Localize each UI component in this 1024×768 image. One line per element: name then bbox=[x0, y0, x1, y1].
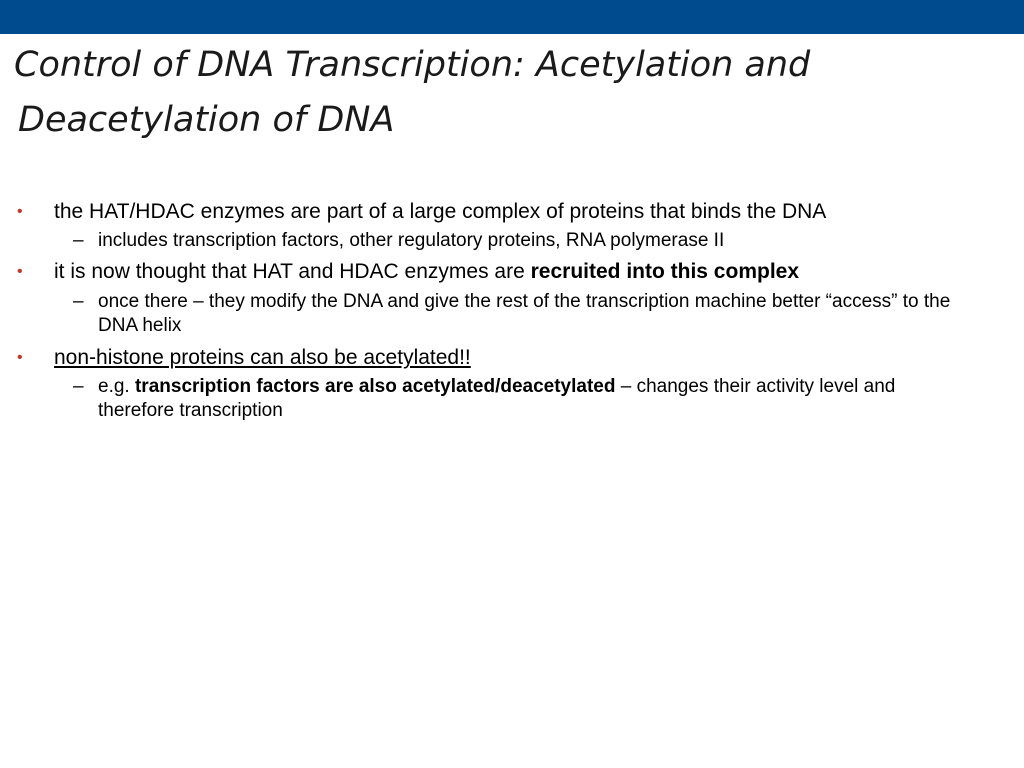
bullet-bold-text: recruited into this complex bbox=[530, 260, 800, 283]
sub-bullet-item bbox=[0, 375, 1024, 423]
bullet-item bbox=[0, 198, 1024, 225]
top-header-bar bbox=[0, 0, 1024, 34]
slide-title-line-2: Deacetylation of DNA bbox=[18, 100, 395, 140]
sub-bullet-text: e.g. bbox=[98, 376, 135, 397]
bullet-text: it is now thought that HAT and HDAC enzymes are bbox=[54, 260, 531, 283]
sub-bullet-item bbox=[0, 290, 1024, 338]
sub-bullet-marker: – bbox=[73, 376, 84, 397]
bullet-marker: • bbox=[17, 349, 23, 366]
bullet-text: the HAT/HDAC enzymes are part of a large complex of proteins that binds the DNA bbox=[54, 200, 827, 223]
bullet-marker: • bbox=[17, 263, 23, 280]
sub-bullet-marker: – bbox=[73, 291, 84, 312]
slide-title-line-1: Control of DNA Transcription: Acetylation and bbox=[14, 45, 811, 85]
sub-bullet-text-after: – changes their activity level and therefore transcription bbox=[98, 376, 896, 421]
bullet-item bbox=[0, 344, 1024, 371]
slide-content bbox=[0, 198, 1024, 423]
sub-bullet-bold-text: transcription factors are also acetylated/deacetylated bbox=[134, 376, 616, 397]
sub-bullet-text: once there – they modify the DNA and give the rest of the transcription machine better “access” to the DNA helix bbox=[98, 291, 951, 336]
sub-bullet-item bbox=[0, 229, 1024, 253]
sub-bullet-text: includes transcription factors, other regulatory proteins, RNA polymerase II bbox=[98, 230, 725, 251]
bullet-underlined-text: non-histone proteins can also be acetylated!! bbox=[54, 346, 471, 369]
slide-title bbox=[14, 38, 1004, 148]
bullet-item bbox=[0, 258, 1024, 285]
bullet-marker: • bbox=[17, 203, 23, 220]
sub-bullet-marker: – bbox=[73, 230, 84, 251]
